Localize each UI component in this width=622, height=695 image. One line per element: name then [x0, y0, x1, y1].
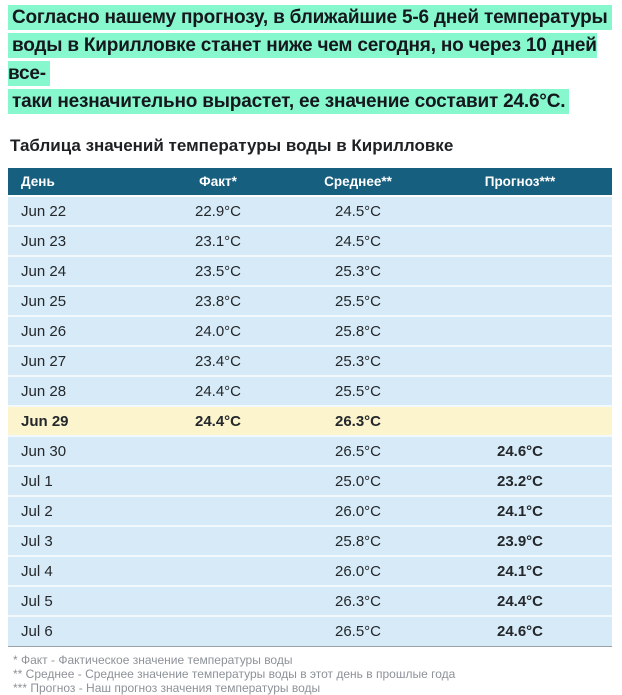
- average-cell: 26.0°C: [288, 556, 428, 586]
- forecast-cell: 23.9°C: [428, 526, 612, 556]
- day-cell: Jul 3: [8, 526, 148, 556]
- fact-cell: 24.0°C: [148, 316, 288, 346]
- fact-cell: [148, 586, 288, 616]
- table-row: [8, 316, 612, 346]
- day-cell: Jun 26: [8, 316, 148, 346]
- day-cell: Jul 1: [8, 466, 148, 496]
- summary-line-1: Согласно нашему прогнозу, в ближайшие 5-6 дней температуры: [8, 5, 612, 30]
- average-cell: 25.5°C: [288, 376, 428, 406]
- fact-cell: [148, 466, 288, 496]
- fact-cell: [148, 556, 288, 586]
- fact-cell: 24.4°C: [148, 406, 288, 436]
- table-row: [8, 526, 612, 556]
- day-cell: Jun 22: [8, 196, 148, 226]
- table-row: [8, 196, 612, 226]
- average-cell: 26.3°C: [288, 586, 428, 616]
- temperature-table: [8, 168, 612, 647]
- table-row: [8, 376, 612, 406]
- average-cell: 25.0°C: [288, 466, 428, 496]
- forecast-cell: 23.2°C: [428, 466, 612, 496]
- footnote-forecast: *** Прогноз - Наш прогноз значения температуры воды: [13, 680, 321, 695]
- average-cell: 26.5°C: [288, 436, 428, 466]
- forecast-cell: [428, 226, 612, 256]
- day-cell: Jun 29: [8, 406, 148, 436]
- day-cell: Jun 30: [8, 436, 148, 466]
- forecast-cell: 24.1°C: [428, 556, 612, 586]
- average-cell: 26.5°C: [288, 616, 428, 646]
- fact-cell: 23.4°C: [148, 346, 288, 376]
- table-row-today: [8, 406, 612, 436]
- fact-cell: [148, 616, 288, 646]
- column-header-forecast: Прогноз***: [428, 168, 612, 196]
- table-row: [8, 436, 612, 466]
- forecast-cell: [428, 256, 612, 286]
- forecast-cell: [428, 196, 612, 226]
- column-header-day: День: [8, 168, 148, 196]
- footnotes: [8, 653, 612, 695]
- day-cell: Jun 25: [8, 286, 148, 316]
- table-row: [8, 226, 612, 256]
- average-cell: 25.8°C: [288, 316, 428, 346]
- fact-cell: 23.5°C: [148, 256, 288, 286]
- forecast-summary: [8, 4, 612, 116]
- temperature-table-body: [8, 196, 612, 646]
- summary-line-3: таки незначительно вырастет, ее значение составит 24.6°C.: [8, 89, 569, 114]
- day-cell: Jul 4: [8, 556, 148, 586]
- average-cell: 24.5°C: [288, 196, 428, 226]
- fact-cell: 23.1°C: [148, 226, 288, 256]
- average-cell: 25.8°C: [288, 526, 428, 556]
- day-cell: Jun 28: [8, 376, 148, 406]
- summary-line-2: воды в Кирилловке станет ниже чем сегодня, но через 10 дней все-: [8, 35, 597, 84]
- forecast-cell: 24.4°C: [428, 586, 612, 616]
- column-header-fact: Факт*: [148, 168, 288, 196]
- forecast-cell: 24.6°C: [428, 436, 612, 466]
- footnote-fact: * Факт - Фактическое значение температуры воды: [13, 652, 293, 667]
- table-row: [8, 556, 612, 586]
- table-row: [8, 256, 612, 286]
- day-cell: Jun 24: [8, 256, 148, 286]
- average-cell: 26.0°C: [288, 496, 428, 526]
- forecast-cell: [428, 406, 612, 436]
- forecast-cell: [428, 346, 612, 376]
- table-row: [8, 496, 612, 526]
- table-header-row: [8, 168, 612, 196]
- day-cell: Jul 5: [8, 586, 148, 616]
- fact-cell: 24.4°C: [148, 376, 288, 406]
- average-cell: 26.3°C: [288, 406, 428, 436]
- fact-cell: [148, 526, 288, 556]
- average-cell: 25.3°C: [288, 256, 428, 286]
- forecast-cell: [428, 376, 612, 406]
- average-cell: 25.3°C: [288, 346, 428, 376]
- day-cell: Jun 27: [8, 346, 148, 376]
- table-row: [8, 286, 612, 316]
- day-cell: Jun 23: [8, 226, 148, 256]
- table-row: [8, 466, 612, 496]
- table-row: [8, 346, 612, 376]
- table-row: [8, 586, 612, 616]
- day-cell: Jul 2: [8, 496, 148, 526]
- footnote-average: ** Среднее - Среднее значение температуры воды в этот день в прошлые года: [13, 666, 456, 681]
- fact-cell: [148, 436, 288, 466]
- table-title: Таблица значений температуры воды в Кирилловке: [10, 136, 454, 155]
- fact-cell: [148, 496, 288, 526]
- average-cell: 25.5°C: [288, 286, 428, 316]
- average-cell: 24.5°C: [288, 226, 428, 256]
- forecast-cell: 24.1°C: [428, 496, 612, 526]
- forecast-cell: [428, 286, 612, 316]
- forecast-cell: 24.6°C: [428, 616, 612, 646]
- day-cell: Jul 6: [8, 616, 148, 646]
- forecast-cell: [428, 316, 612, 346]
- column-header-average: Среднее**: [288, 168, 428, 196]
- fact-cell: 23.8°C: [148, 286, 288, 316]
- table-row: [8, 616, 612, 646]
- fact-cell: 22.9°C: [148, 196, 288, 226]
